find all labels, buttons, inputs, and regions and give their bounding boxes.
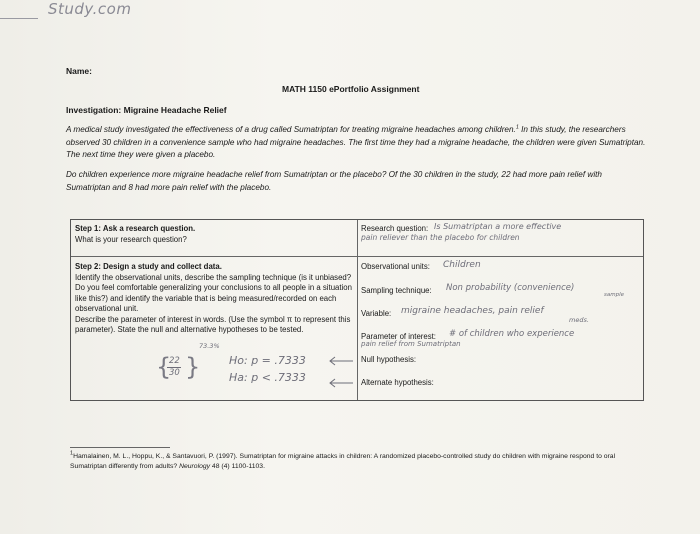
step2-cell — [75, 262, 353, 336]
footnote-reference: 48 (4) 1100-1103. — [210, 463, 265, 470]
watermark-logo: Study.com — [48, 0, 132, 18]
handwritten-sampling-sub: sample — [604, 292, 624, 298]
intro-text-rest: In this study, the researchers observed 30 children in a convenience sample who had migraine headaches. The first time they had a migraine headache, the children were given Sumatriptan. The next time they were given a placebo. — [66, 125, 646, 159]
handwritten-parameter-line1: # of children who experience — [449, 329, 575, 339]
handwritten-rq-line1: Is Sumatriptan a more effective — [434, 222, 562, 231]
footnote-divider — [70, 447, 170, 448]
handwritten-variable-sub: meds. — [569, 316, 589, 324]
handwritten-percent: 73.3% — [199, 342, 220, 350]
observational-units-label: Observational units: — [361, 262, 430, 271]
steps-table — [70, 219, 644, 401]
right-brace-icon: } — [185, 353, 201, 381]
handwritten-parameter-line2: pain relief from Sumatriptan — [361, 340, 461, 348]
handwritten-null-hypothesis: Ho: p = .7333 — [229, 354, 306, 367]
handwritten-fraction-numerator: 22 — [169, 356, 180, 366]
step1-cell — [75, 224, 353, 245]
handwritten-fraction-denominator: 30 — [169, 368, 180, 378]
column-divider — [357, 220, 358, 400]
handwritten-variable: migraine headaches, pain relief — [401, 306, 544, 316]
footnote — [70, 452, 640, 472]
footnote-marker: 1 — [515, 124, 519, 131]
handwritten-observational-units: Children — [443, 260, 481, 270]
parameter-label: Parameter of interest: — [361, 332, 436, 341]
intro-paragraph — [66, 124, 646, 162]
step1-question: What is your research question? — [75, 234, 187, 244]
question-paragraph: Do children experience more migraine headache relief from Sumatriptan or the placebo? Of the 30 children in the study, 22 had more pain relief with Sumatriptan and 8 had more pain relief with the placebo. — [66, 170, 602, 192]
assignment-title: MATH 1150 ePortfolio Assignment — [282, 84, 420, 94]
step2-title: Step 2: Design a study and collect data. — [75, 262, 222, 271]
pointer-arrows-icon — [327, 354, 357, 394]
footnote-number: 1 — [70, 450, 74, 457]
name-label: Name: — [66, 66, 92, 76]
sampling-technique-label: Sampling technique: — [361, 286, 432, 295]
variable-label: Variable: — [361, 309, 392, 318]
header-divider — [0, 18, 38, 19]
alternate-hypothesis-label: Alternate hypothesis: — [361, 378, 434, 387]
intro-text: A medical study investigated the effectiveness of a drug called Sumatriptan for treating migraine headaches among children. — [66, 125, 516, 134]
step2-instructions: Identify the observational units, describe the sampling technique (is it unbiased? Do you feel comfortable generalizing your conclusions to all people in a situation like this?) and identify the variable that is being measured/recorded on each observational unit. — [75, 272, 352, 313]
handwritten-sampling: Non probability (convenience) — [446, 283, 575, 293]
null-hypothesis-label: Null hypothesis: — [361, 355, 417, 364]
row-divider — [71, 256, 643, 257]
step2-parameter-instructions: Describe the parameter of interest in words. (Use the symbol π to represent this parameter). State the null and alternative hypotheses to be tested. — [75, 314, 351, 334]
handwritten-rq-line2: pain reliever than the placebo for children — [361, 233, 520, 242]
step1-title: Step 1: Ask a research question. — [75, 224, 196, 233]
handwritten-alternate-hypothesis: Ha: p < .7333 — [229, 371, 306, 384]
footnote-citation: Hamalainen, M. L., Hoppu, K., & Santavuori, P. (1997). Sumatriptan for migraine attacks in children: A randomized placebo-controlled study do children with migraine respond to oral Sumatriptan differently from adults? — [70, 453, 616, 470]
research-question-label: Research question: — [361, 224, 429, 233]
footnote-journal: Neurology — [179, 463, 211, 470]
left-brace-icon: { — [156, 353, 172, 381]
investigation-heading: Investigation: Migraine Headache Relief — [66, 105, 227, 115]
